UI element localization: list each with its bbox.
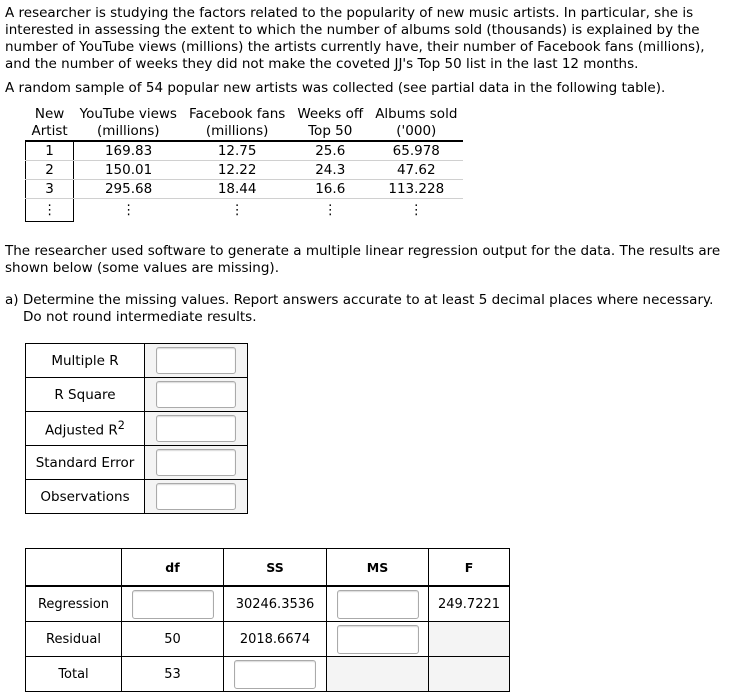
standard-error-input[interactable] xyxy=(156,449,236,476)
table-row xyxy=(26,180,464,199)
regression-statistics-table xyxy=(25,343,248,514)
sample-description: A random sample of 54 popular new artists was collected (see partial data in the following table). xyxy=(5,80,666,96)
header-facebook-line1: Facebook fans xyxy=(188,106,286,122)
r-square-input[interactable] xyxy=(156,381,236,408)
header-youtube-line1: YouTube views xyxy=(79,106,177,122)
total-ss-input[interactable] xyxy=(234,660,316,689)
cell-youtube: 295.68 xyxy=(74,180,183,199)
intro-paragraph: A researcher is studying the factors related to the popularity of new music artists. In particular, she is interested in assessing the extent to which the number of albums sold (thousands) is explained by the number of YouTube views (millions) the artists currently have, their number of Facebook fans (millions), and the number of weeks they did not make the coveted JJ's Top 50 list in the last 12 months. xyxy=(5,5,705,72)
header-albums-line1: Albums sold xyxy=(375,106,458,122)
question-a xyxy=(5,292,725,326)
cell-facebook: 12.75 xyxy=(183,141,291,161)
stat-row-multiple-r xyxy=(26,344,248,378)
cell-youtube: 150.01 xyxy=(74,161,183,180)
regression-ms-input[interactable] xyxy=(337,590,419,619)
header-artist-line2: Artist xyxy=(26,123,74,141)
anova-header-blank xyxy=(26,549,122,587)
regression-df-input[interactable] xyxy=(132,590,214,619)
total-ms-empty xyxy=(327,657,429,692)
cell-ellipsis: ⋮ xyxy=(230,202,244,219)
cell-weeks: 24.3 xyxy=(291,161,369,180)
header-facebook-line2: (millions) xyxy=(183,123,291,141)
anova-header-df: df xyxy=(122,549,224,587)
cell-albums: 65.978 xyxy=(369,141,463,161)
header-weeks-line1: Weeks off xyxy=(297,106,364,122)
total-df-value: 53 xyxy=(122,657,224,692)
anova-header-f: F xyxy=(429,549,510,587)
residual-df-value: 50 xyxy=(122,622,224,657)
residual-ms-input[interactable] xyxy=(337,625,419,654)
header-weeks-line2: Top 50 xyxy=(291,123,369,141)
cell-ellipsis: ⋮ xyxy=(26,199,74,222)
stat-row-observations xyxy=(26,480,248,514)
observations-input[interactable] xyxy=(156,483,236,510)
regression-ss-value: 30246.3536 xyxy=(224,586,327,622)
residual-f-empty xyxy=(429,622,510,657)
question-a-line2: Do not round intermediate results. xyxy=(23,309,257,325)
cell-artist: 2 xyxy=(26,161,74,180)
question-a-line1: a) Determine the missing values. Report answers accurate to at least 5 decimal places where necessary. xyxy=(5,292,714,308)
header-youtube-line2: (millions) xyxy=(74,123,183,141)
adjusted-r2-label xyxy=(26,412,145,446)
regression-description: The researcher used software to generate a multiple linear regression output for the data. The results are shown below (some values are missing). xyxy=(5,243,721,276)
cell-artist: 3 xyxy=(26,180,74,199)
table-row xyxy=(26,199,464,222)
cell-ellipsis: ⋮ xyxy=(121,202,136,219)
cell-youtube: 169.83 xyxy=(74,141,183,161)
cell-facebook: 12.22 xyxy=(183,161,291,180)
cell-albums: 113.228 xyxy=(369,180,463,199)
header-artist-line1: New xyxy=(34,106,65,122)
cell-weeks: 25.6 xyxy=(291,141,369,161)
multiple-r-label: Multiple R xyxy=(26,344,145,378)
header-albums-line2: ('000) xyxy=(369,123,463,141)
cell-weeks: 16.6 xyxy=(291,180,369,199)
anova-row-regression xyxy=(26,586,510,622)
residual-ss-value: 2018.6674 xyxy=(224,622,327,657)
adjusted-r2-text: Adjusted R xyxy=(45,422,118,439)
stat-row-adjusted-r2 xyxy=(26,412,248,446)
total-label: Total xyxy=(26,657,122,692)
regression-label: Regression xyxy=(26,586,122,622)
cell-ellipsis: ⋮ xyxy=(323,202,337,219)
total-f-empty xyxy=(429,657,510,692)
sample-data-table xyxy=(25,106,463,222)
anova-row-residual xyxy=(26,622,510,657)
anova-table xyxy=(25,548,510,692)
table-row xyxy=(26,141,464,161)
residual-label: Residual xyxy=(26,622,122,657)
anova-row-total xyxy=(26,657,510,692)
cell-ellipsis: ⋮ xyxy=(409,202,424,219)
cell-albums: 47.62 xyxy=(369,161,463,180)
regression-f-value: 249.7221 xyxy=(429,586,510,622)
stat-row-standard-error xyxy=(26,446,248,480)
stat-row-r-square xyxy=(26,378,248,412)
anova-header-ms: MS xyxy=(327,549,429,587)
cell-facebook: 18.44 xyxy=(183,180,291,199)
standard-error-label: Standard Error xyxy=(26,446,145,480)
observations-label: Observations xyxy=(26,480,145,514)
r-square-label: R Square xyxy=(26,378,145,412)
multiple-r-input[interactable] xyxy=(156,347,236,374)
anova-header-ss: SS xyxy=(224,549,327,587)
anova-header-row xyxy=(26,549,510,587)
adjusted-r2-input[interactable] xyxy=(156,415,236,442)
cell-artist: 1 xyxy=(26,141,74,161)
adjusted-r2-superscript: 2 xyxy=(117,418,125,432)
table-row xyxy=(26,161,464,180)
